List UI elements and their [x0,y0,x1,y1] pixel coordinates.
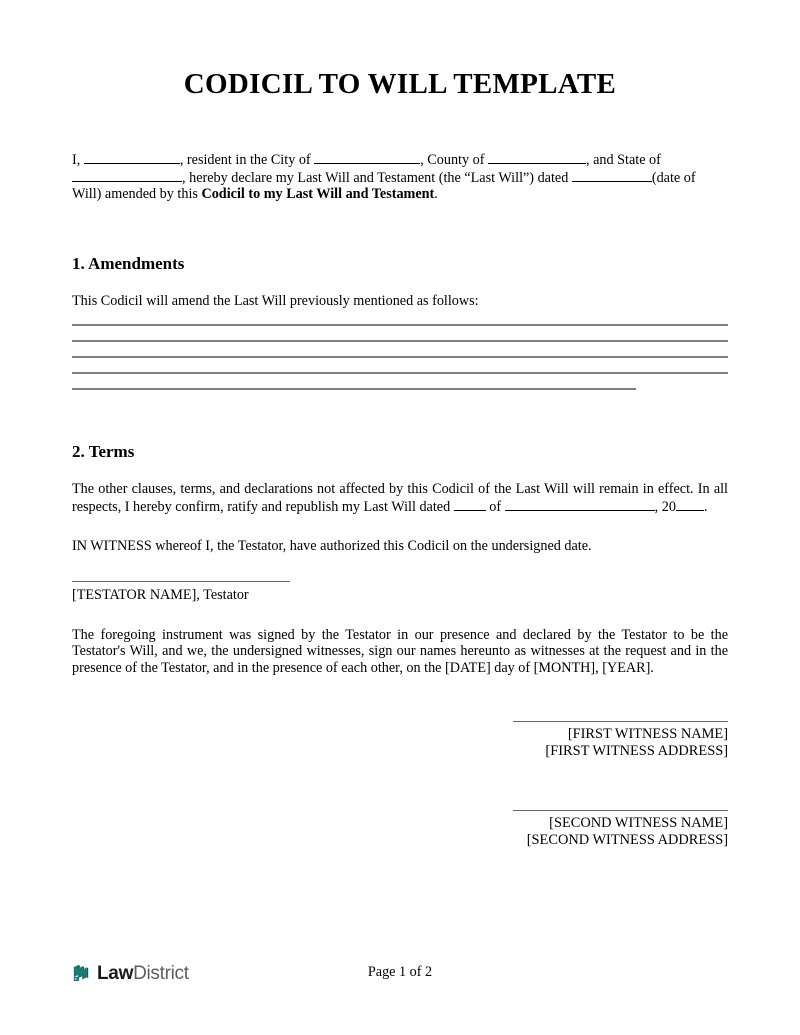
terms-text-2: of [485,498,505,515]
witness-signature-section [72,721,728,849]
page-title: CODICIL TO WILL TEMPLATE [183,68,617,100]
terms-text-3: , 20 [654,498,676,515]
testator-signature-line[interactable] [72,581,290,582]
intro-text-6: (date of Will) amended by this [72,169,696,203]
blank-day-field[interactable] [454,498,486,511]
section-heading-terms: 2. Terms [72,442,135,462]
intro-text-7: . [434,186,438,203]
blank-name-field[interactable] [84,151,180,164]
logo-text-law: Law [97,962,134,984]
page-footer [0,953,800,983]
in-witness-paragraph: IN WITNESS whereof I, the Testator, have authorized this Codicil on the undersigned date. [72,537,592,554]
first-witness-address: [FIRST WITNESS ADDRESS] [545,742,728,759]
amendments-blank-lines [72,324,728,390]
witness-block-second [513,810,728,849]
amendment-write-line[interactable] [72,340,728,342]
amendment-write-line[interactable] [72,356,728,358]
attestation-paragraph: The foregoing instrument was signed by the Testator in our presence and declared by the Testator to be the Testator's Will, and we, the undersigned witnesses, sign our names hereunto as witnesses at the request and in the presence of the Testator, and in the presence of each other, on the [DATE] day of [MONTH], [YEAR]. [72,626,728,676]
amendment-write-line[interactable] [72,388,636,390]
blank-date-field[interactable] [572,169,652,182]
blank-county-field[interactable] [488,151,586,164]
intro-text-4: , and State of [586,152,661,168]
testator-signature-block [72,581,728,604]
logo-text-district: District [133,962,189,984]
second-witness-address: [SECOND WITNESS ADDRESS] [526,831,728,848]
amendments-lead-text: This Codicil will amend the Last Will previously mentioned as follows: [72,292,479,309]
blank-state-field[interactable] [72,169,182,182]
second-witness-name: [SECOND WITNESS NAME] [549,814,728,831]
amendment-write-line[interactable] [72,324,728,326]
first-witness-signature-line[interactable] [513,721,728,722]
terms-text-4: . [703,498,708,515]
section-heading-amendments: 1. Amendments [72,253,185,273]
intro-text-1: I, [72,152,84,168]
terms-paragraph [72,481,728,515]
intro-paragraph [72,151,728,203]
amendment-write-line[interactable] [72,372,728,374]
second-witness-signature-line[interactable] [513,810,728,811]
intro-text-2: , resident in the City of [179,152,315,168]
document-content [72,0,728,849]
terms-text-1: The other clauses, terms, and declarations not affected by this Codicil of the Last Will will remain in effect. In all respects, I hereby confirm, ratify and republish my Last Will dated [72,481,728,515]
witness-block-first [513,721,728,760]
intro-text-5: , hereby declare my Last Will and Testament (the “Last Will”) dated [182,169,572,186]
page-number: Page 1 of 2 [367,964,433,980]
testator-signature-caption: [TESTATOR NAME], Testator [72,587,249,604]
blank-city-field[interactable] [314,151,420,164]
blank-month-field[interactable] [505,498,655,511]
first-witness-name: [FIRST WITNESS NAME] [567,725,728,742]
blank-year-field[interactable] [676,498,704,511]
intro-text-3: , County of [420,152,488,168]
intro-bold-phrase: Codicil to my Last Will and Testament [201,186,435,203]
